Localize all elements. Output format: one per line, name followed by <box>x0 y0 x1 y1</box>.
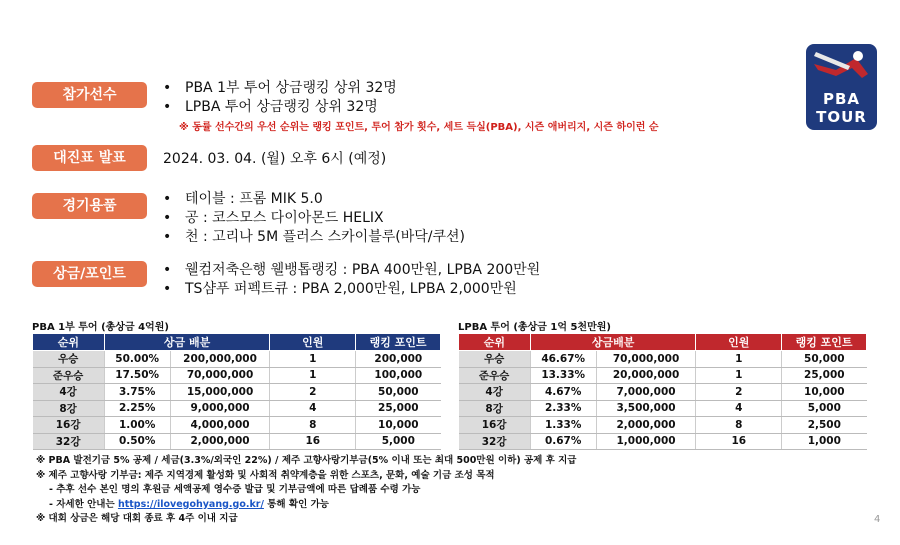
count-cell: 1 <box>270 367 356 384</box>
count-cell: 8 <box>696 417 782 434</box>
lpba-table-caption: LPBA 투어 (총상금 1억 5천만원) <box>458 322 611 333</box>
equipment-label: 경기용품 <box>32 193 147 219</box>
amount-cell: 1,000,000 <box>596 433 696 450</box>
lpba-prize-table <box>458 333 867 450</box>
amount-cell: 7,000,000 <box>596 384 696 401</box>
count-cell: 4 <box>696 400 782 417</box>
lpba-header-points: 랭킹 포인트 <box>782 334 867 351</box>
footnote-info-pre: - 자세한 안내는 <box>49 498 118 510</box>
prize-list <box>163 261 540 299</box>
equipment-item-2: • 공 : 코스모스 다이아몬드 HELIX <box>163 209 465 228</box>
player-silhouette-icon <box>806 44 877 92</box>
footnote-deductions: ※ PBA 발전기금 5% 공제 / 세금(3.3%/외국인 22%) / 제주 고향사랑기부금(5% 이내 또는 최대 500만원 이하) 공제 후 지급 <box>36 455 577 466</box>
amount-cell: 3,500,000 <box>596 400 696 417</box>
percent-cell: 4.67% <box>530 384 596 401</box>
equipment-list <box>163 190 465 247</box>
prize-label: 상금/포인트 <box>32 261 147 287</box>
points-cell: 10,000 <box>356 417 441 434</box>
equipment-item-3: • 천 : 고리나 5M 플러스 스카이블루(바닥/쿠션) <box>163 228 465 247</box>
footnote-donation: ※ 제주 고향사랑 기부금: 제주 지역경제 활성화 및 사회적 취약계층을 위한 스포츠, 문화, 예술 기금 조성 목적 <box>36 469 495 481</box>
page-number: 4 <box>874 514 881 525</box>
pba-prize-table <box>32 333 441 450</box>
draw-label: 대진표 발표 <box>32 145 147 171</box>
percent-cell: 2.25% <box>104 400 170 417</box>
table-row <box>33 417 441 434</box>
footnote-receipt: - 추후 선수 본인 명의 후원금 세액공제 영수증 발급 및 기부금액에 따른 답례품 수령 가능 <box>49 484 421 495</box>
count-cell: 4 <box>270 400 356 417</box>
table-row <box>459 400 867 417</box>
points-cell: 100,000 <box>356 367 441 384</box>
points-cell: 10,000 <box>782 384 867 401</box>
gohyang-link[interactable]: https://ilovegohyang.go.kr/ <box>117 498 264 510</box>
percent-cell: 13.33% <box>530 367 596 384</box>
lpba-header-count: 인원 <box>696 334 782 351</box>
points-cell: 25,000 <box>356 400 441 417</box>
table-row <box>459 351 867 368</box>
points-cell: 25,000 <box>782 367 867 384</box>
amount-cell: 2,000,000 <box>596 417 696 434</box>
players-item-2: • LPBA 투어 상금랭킹 상위 32명 <box>163 98 397 117</box>
pba-header-points: 랭킹 포인트 <box>356 334 441 351</box>
lpba-header-prize: 상금배분 <box>530 334 696 351</box>
players-label: 참가선수 <box>32 82 147 108</box>
equipment-item-1: • 테이블 : 프롬 MIK 5.0 <box>163 190 465 209</box>
prize-item-2: • TS샴푸 퍼펙트큐 : PBA 2,000만원, LPBA 2,000만원 <box>163 280 540 299</box>
count-cell: 1 <box>270 351 356 368</box>
percent-cell: 1.00% <box>104 417 170 434</box>
table-row <box>33 384 441 401</box>
rank-cell: 8강 <box>459 400 531 417</box>
table-row <box>33 351 441 368</box>
footnote-info <box>36 498 576 513</box>
rank-cell: 32강 <box>459 433 531 450</box>
pba-header-prize: 상금 배분 <box>104 334 270 351</box>
amount-cell: 15,000,000 <box>170 384 270 401</box>
points-cell: 50,000 <box>356 384 441 401</box>
points-cell: 2,500 <box>782 417 867 434</box>
table-row <box>33 433 441 450</box>
points-cell: 5,000 <box>356 433 441 450</box>
rank-cell: 4강 <box>459 384 531 401</box>
footnotes <box>36 454 576 527</box>
count-cell: 16 <box>270 433 356 450</box>
table-row <box>459 367 867 384</box>
count-cell: 1 <box>696 351 782 368</box>
percent-cell: 1.33% <box>530 417 596 434</box>
rank-cell: 준우승 <box>33 367 105 384</box>
points-cell: 200,000 <box>356 351 441 368</box>
percent-cell: 0.50% <box>104 433 170 450</box>
logo-tour-text: TOUR <box>816 108 867 126</box>
footnote-payment: ※ 대회 상금은 해당 대회 종료 후 4주 이내 지급 <box>36 513 238 524</box>
tie-break-note: ※ 동률 선수간의 우선 순위는 랭킹 포인트, 투어 참가 횟수, 세트 득실(PBA), 시즌 애버리지, 시즌 하이런 순 <box>179 122 659 133</box>
amount-cell: 70,000,000 <box>170 367 270 384</box>
points-cell: 50,000 <box>782 351 867 368</box>
percent-cell: 0.67% <box>530 433 596 450</box>
pba-table-caption: PBA 1부 투어 (총상금 4억원) <box>32 322 169 333</box>
table-row <box>33 367 441 384</box>
rank-cell: 16강 <box>33 417 105 434</box>
amount-cell: 200,000,000 <box>170 351 270 368</box>
points-cell: 1,000 <box>782 433 867 450</box>
amount-cell: 9,000,000 <box>170 400 270 417</box>
percent-cell: 3.75% <box>104 384 170 401</box>
count-cell: 8 <box>270 417 356 434</box>
logo-pba-text: PBA <box>822 90 861 108</box>
rank-cell: 준우승 <box>459 367 531 384</box>
pba-header-count: 인원 <box>270 334 356 351</box>
count-cell: 1 <box>696 367 782 384</box>
rank-cell: 우승 <box>33 351 105 368</box>
table-row <box>459 433 867 450</box>
table-row <box>33 400 441 417</box>
percent-cell: 46.67% <box>530 351 596 368</box>
draw-date: 2024. 03. 04. (월) 오후 6시 (예정) <box>163 151 387 167</box>
percent-cell: 50.00% <box>104 351 170 368</box>
table-row <box>459 384 867 401</box>
prize-item-1: • 웰컴저축은행 웰뱅톱랭킹 : PBA 400만원, LPBA 200만원 <box>163 261 540 280</box>
rank-cell: 32강 <box>33 433 105 450</box>
percent-cell: 2.33% <box>530 400 596 417</box>
footnote-info-post: 통해 확인 가능 <box>263 498 329 510</box>
rank-cell: 16강 <box>459 417 531 434</box>
lpba-header-rank: 순위 <box>459 334 531 351</box>
count-cell: 2 <box>270 384 356 401</box>
amount-cell: 2,000,000 <box>170 433 270 450</box>
players-list <box>163 79 397 117</box>
amount-cell: 4,000,000 <box>170 417 270 434</box>
table-row <box>459 417 867 434</box>
points-cell: 5,000 <box>782 400 867 417</box>
pba-tour-logo <box>806 44 877 130</box>
amount-cell: 20,000,000 <box>596 367 696 384</box>
count-cell: 16 <box>696 433 782 450</box>
lpba-header-row <box>459 334 867 351</box>
count-cell: 2 <box>696 384 782 401</box>
pba-header-row <box>33 334 441 351</box>
rank-cell: 8강 <box>33 400 105 417</box>
players-item-1: • PBA 1부 투어 상금랭킹 상위 32명 <box>163 79 397 98</box>
amount-cell: 70,000,000 <box>596 351 696 368</box>
rank-cell: 우승 <box>459 351 531 368</box>
percent-cell: 17.50% <box>104 367 170 384</box>
pba-header-rank: 순위 <box>33 334 105 351</box>
rank-cell: 4강 <box>33 384 105 401</box>
